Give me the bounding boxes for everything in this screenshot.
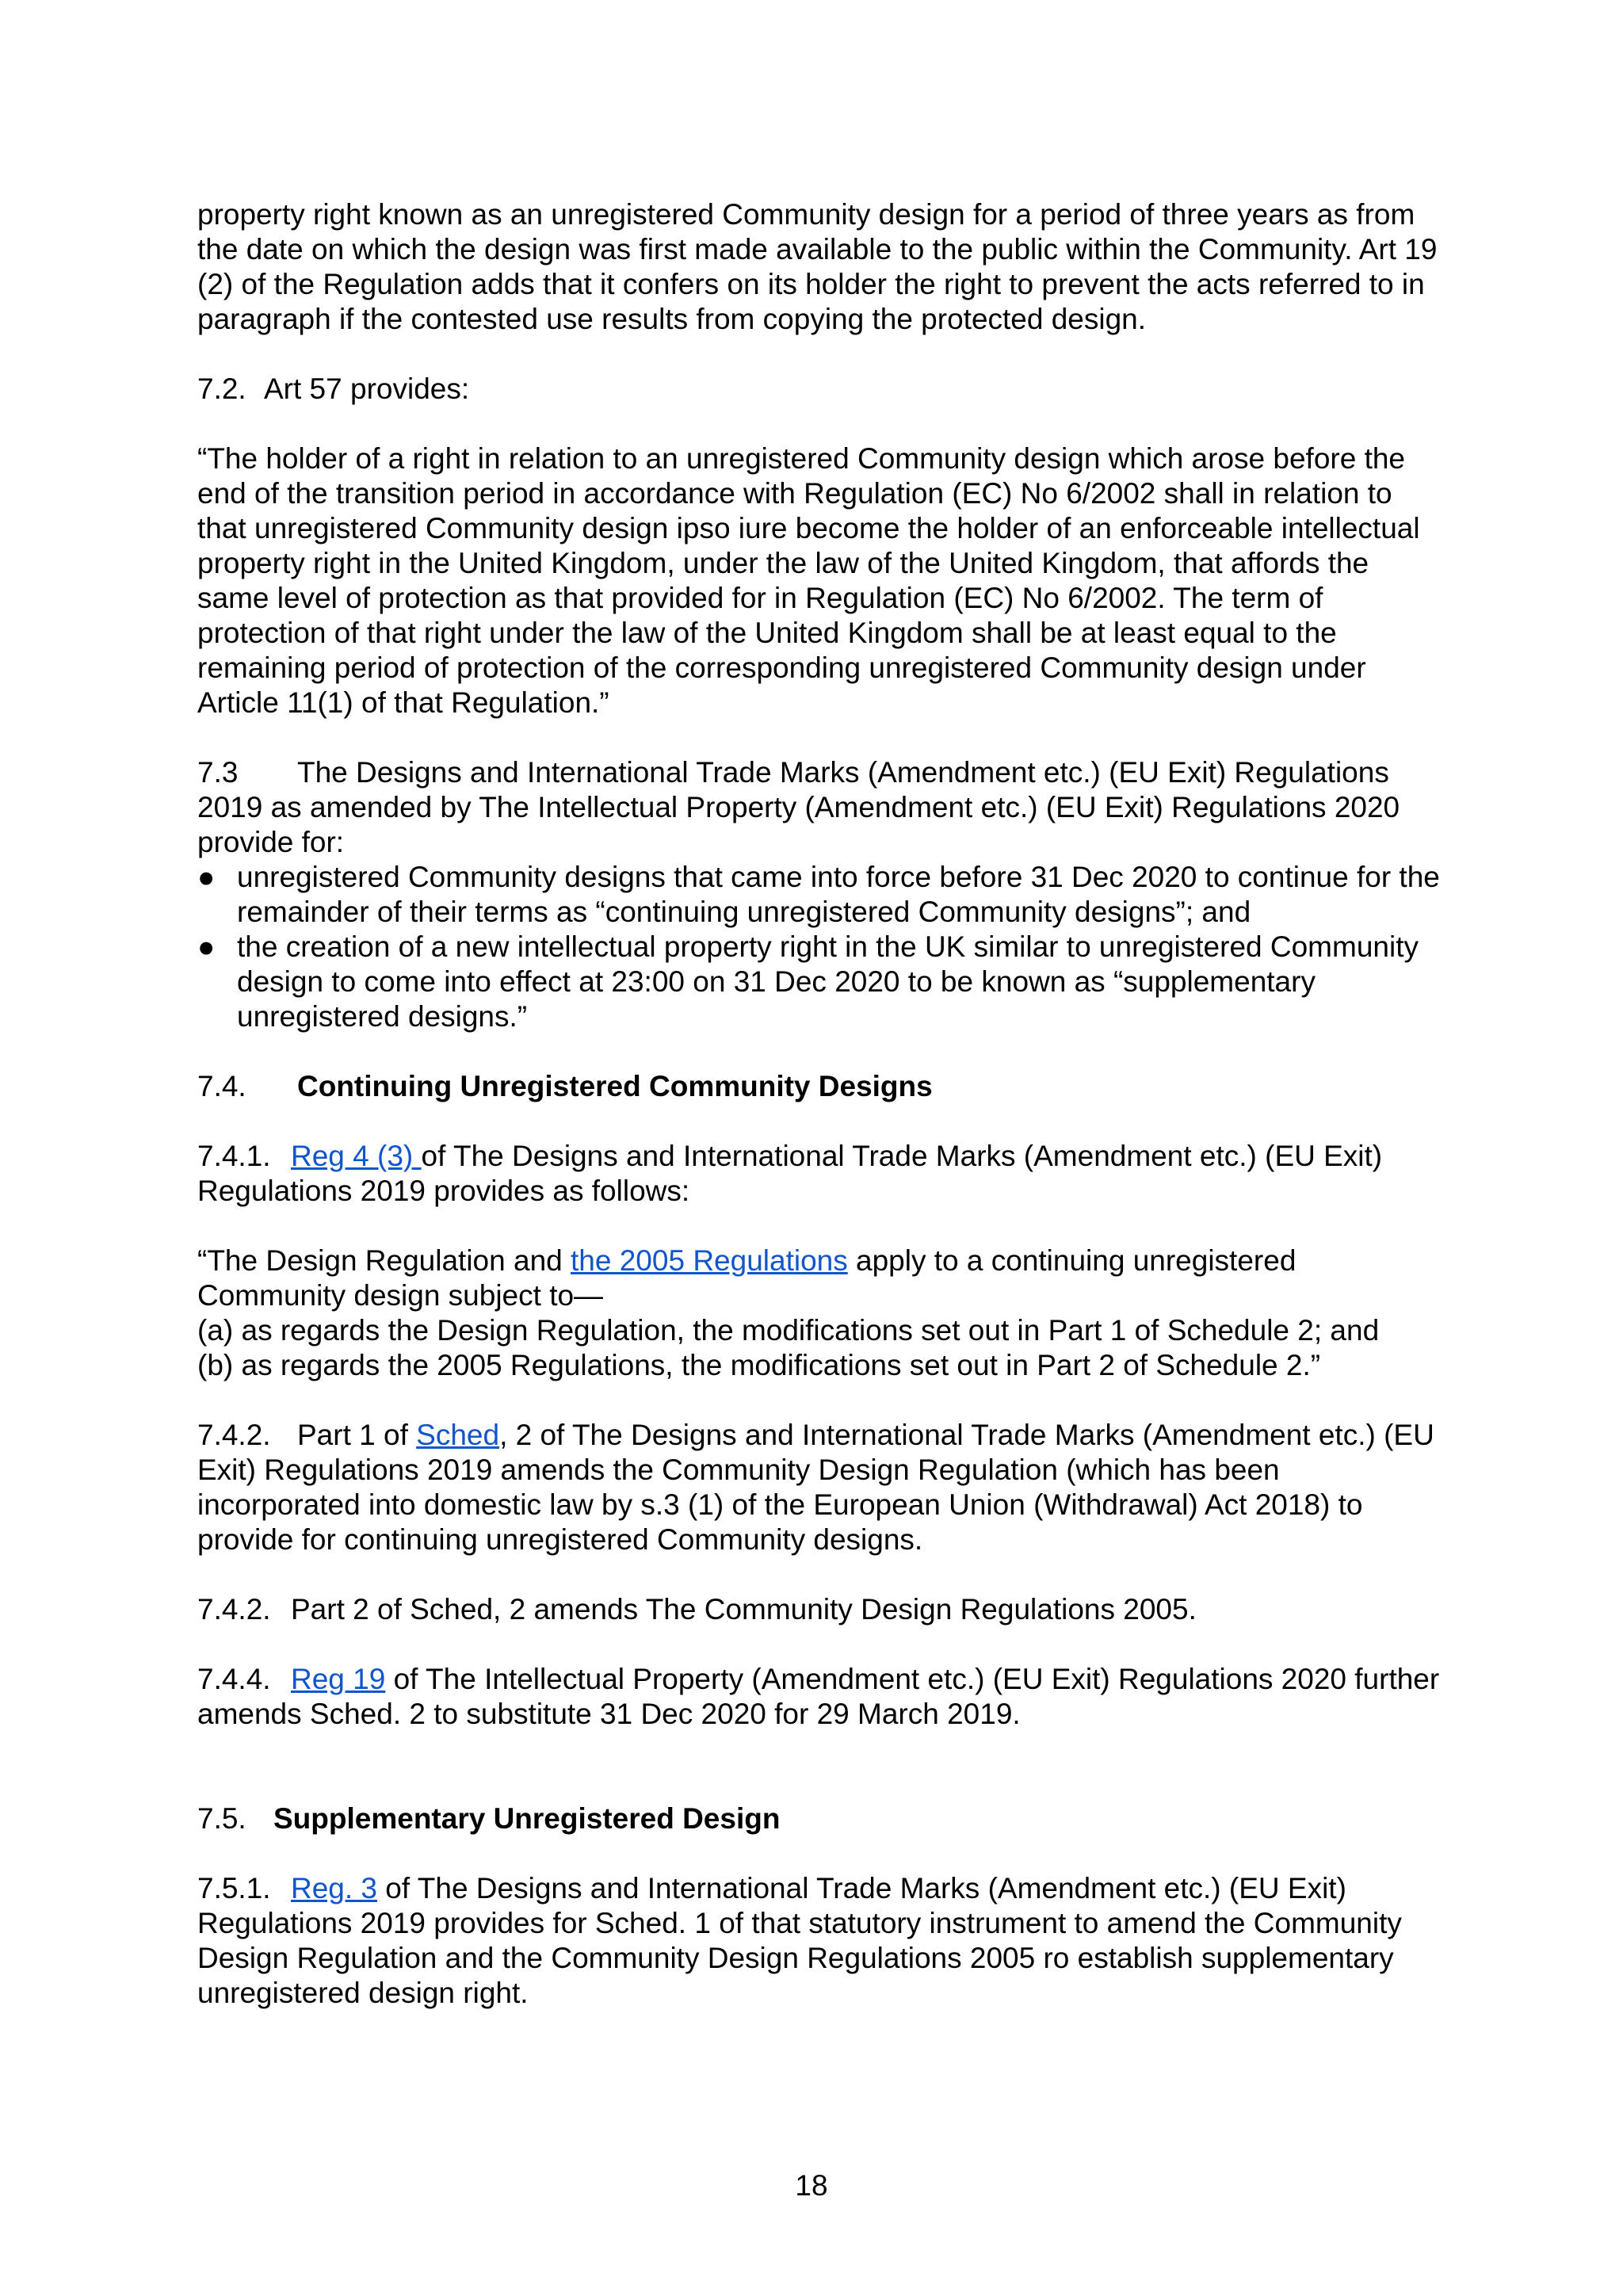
- bullet-list: [197, 860, 1442, 1034]
- bullet-icon: ●: [197, 930, 216, 963]
- list-item-text: the creation of a new intellectual property right in the UK similar to unregistered Community design to come into effect at 23:00 on 31 Dec 2020 to be known as “supplementary unregistered designs.”: [237, 930, 1419, 1033]
- section-7-4-4: [197, 1662, 1442, 1732]
- section-text: Part 1 of: [297, 1419, 417, 1451]
- quote-reg-4: [197, 1244, 1442, 1383]
- section-number: 7.2.: [197, 372, 246, 405]
- section-number: 7.4.2.: [197, 1593, 271, 1626]
- quote-text: “The Design Regulation and: [197, 1244, 571, 1277]
- list-item: [197, 930, 1442, 1034]
- section-7-5-1: [197, 1871, 1442, 2011]
- section-number: 7.4.1.: [197, 1140, 271, 1172]
- section-number: 7.4.: [197, 1070, 246, 1102]
- section-text: Art 57 provides:: [264, 372, 470, 405]
- reg-4-3-link[interactable]: Reg 4 (3): [291, 1140, 422, 1172]
- section-heading: Continuing Unregistered Community Designs: [297, 1070, 933, 1102]
- quote-item-b: (b) as regards the 2005 Regulations, the modifications set out in Part 2 of Schedule 2.”: [197, 1349, 1321, 1381]
- quote-text: apply to a continuing unregistered Community design subject to—: [197, 1244, 1296, 1312]
- bullet-icon: ●: [197, 861, 216, 893]
- section-7-4-2-part-1: [197, 1418, 1442, 1557]
- quote-item-a: (a) as regards the Design Regulation, the modifications set out in Part 1 of Schedule 2; and: [197, 1314, 1380, 1347]
- section-heading: Supplementary Unregistered Design: [273, 1802, 781, 1835]
- section-7-4-2-part-2: [197, 1592, 1442, 1627]
- section-number: 7.5.1.: [197, 1872, 271, 1904]
- section-7-3: [197, 755, 1442, 1034]
- section-text: of The Intellectual Property (Amendment etc.) (EU Exit) Regulations 2020 further amends Sched. 2 to substitute 31 Dec 2020 for 29 March 2019.: [197, 1663, 1440, 1730]
- reg-19-link[interactable]: Reg 19: [291, 1663, 386, 1695]
- paragraph-7-1-continued: property right known as an unregistered Community design for a period of three years as from the date on which the design was first made available to the public within the Community. Art 19 (2) of the Regulation adds that it confers on its holder the right to prevent the acts referred to in paragraph if the contested use results from copying the protected design.: [197, 198, 1438, 335]
- list-item-text: unregistered Community designs that came into force before 31 Dec 2020 to continue for the remainder of their terms as “continuing unregistered Community designs”; and: [237, 861, 1440, 928]
- section-text: The Designs and International Trade Marks (Amendment etc.) (EU Exit) Regulations 2019 as amended by The Intellectual Property (Amendment etc.) (EU Exit) Regulations 2020 provide for:: [197, 756, 1400, 858]
- section-7-4-heading: [197, 1069, 1442, 1104]
- 2005-regulations-link[interactable]: the 2005 Regulations: [571, 1244, 848, 1277]
- section-number: 7.4.2.: [197, 1419, 271, 1451]
- section-7-4-1: [197, 1139, 1442, 1209]
- reg-3-link[interactable]: Reg. 3: [291, 1872, 378, 1904]
- section-number: 7.5.: [197, 1802, 246, 1835]
- section-number: 7.4.4.: [197, 1663, 271, 1695]
- section-text: of The Designs and International Trade Marks (Amendment etc.) (EU Exit) Regulations 2019 provides as follows:: [197, 1140, 1383, 1207]
- page-number: 18: [795, 2169, 828, 2202]
- section-7-2: [197, 372, 1442, 407]
- sched-link[interactable]: Sched: [416, 1419, 500, 1451]
- section-text: Part 2 of Sched, 2 amends The Community Design Regulations 2005.: [291, 1593, 1197, 1626]
- list-item: [197, 860, 1442, 930]
- document-page: [197, 197, 1442, 2011]
- section-text: of The Designs and International Trade Marks (Amendment etc.) (EU Exit) Regulations 2019 provides for Sched. 1 of that statutory instrument to amend the Community Design Regulation and the Community Design Regulations 2005 ro establish supplementary unregistered design right.: [197, 1872, 1402, 2009]
- section-7-5-heading: [197, 1801, 1442, 1836]
- quote-article-57: “The holder of a right in relation to an unregistered Community design which arose before the end of the transition period in accordance with Regulation (EC) No 6/2002 shall in relation to that unregistered Community design ipso iure become the holder of an enforceable intellectual property right in the United Kingdom, under the law of the United Kingdom, that affords the same level of protection as that provided for in Regulation (EC) No 6/2002. The term of protection of that right under the law of the United Kingdom shall be at least equal to the remaining period of protection of the corresponding unregistered Community design under Article 11(1) of that Regulation.”: [197, 442, 1420, 719]
- section-text: , 2 of The Designs and International Trade Marks (Amendment etc.) (EU Exit) Regulations 2019 amends the Community Design Regulation (which has been incorporated into domestic law by s.3 (1) of the European Union (Withdrawal) Act 2018) to provide for continuing unregistered Community designs.: [197, 1419, 1434, 1556]
- section-number: 7.3: [197, 756, 239, 789]
